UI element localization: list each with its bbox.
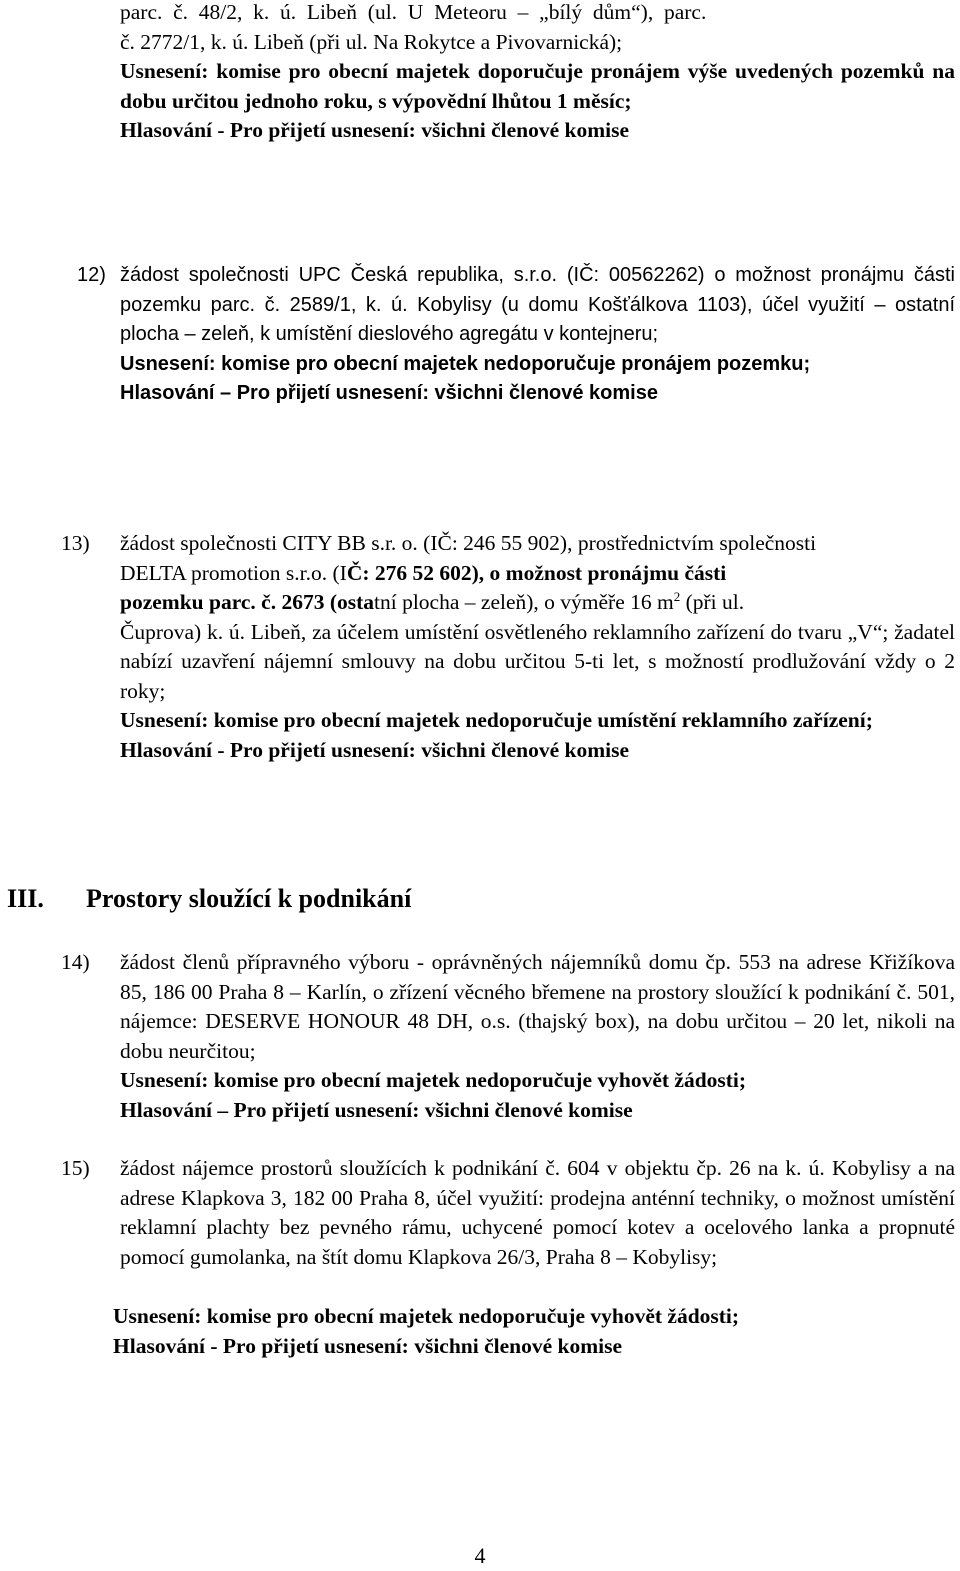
- item-13-vote: Hlasování - Pro přijetí usnesení: všichni členové komise: [120, 737, 630, 762]
- item-14-text: žádost členů přípravného výboru - oprávněných nájemníků domu čp. 553 na adrese Křižíkova 85, 186 00 Praha 8 – Karlín, o zřízení věcného břemene na prostory sloužící k podnikání č. 501, nájemce: DESERVE HONOUR 48 DH, o.s. (thajský box), na dobu určitou – 20 let, nikoli na dobu neurčitou;: [120, 950, 955, 1063]
- top-resolution: Usnesení: komise pro obecní majetek doporučuje pronájem výše uvedených pozemků na dobu určitou jednoho roku, s výpovědní lhůtou 1 měsíc;: [120, 59, 955, 113]
- page-number: 4: [474, 1543, 486, 1568]
- item-12-number: 12): [77, 264, 106, 286]
- item-13-text: Čuprova) k. ú. Libeň, za účelem umístění osvětleného reklamního zařízení do tvaru „V“; žadatel nabízí uzavření nájemní smlouvy na dobu určitou 5-ti let, s možností prodlužování vždy o 2 roky;: [120, 619, 955, 703]
- item-12-vote: Hlasování – Pro přijetí usnesení: všichni členové komise: [120, 382, 658, 404]
- item-14-vote: Hlasování – Pro přijetí usnesení: všichni členové komise: [120, 1097, 633, 1122]
- item-13-superscript: 2: [673, 588, 681, 604]
- top-continuation: [120, 0, 955, 146]
- item-13-line-3c: (při ul.: [680, 590, 745, 614]
- item-13-line-1: žádost společnosti CITY BB s.r. o. (IČ: 246 55 902), prostřednictvím společnosti: [120, 531, 817, 555]
- item-15-vote: Hlasování - Pro přijetí usnesení: všichni členové komise: [113, 1334, 623, 1358]
- top-vote: Hlasování - Pro přijetí usnesení: všichni členové komise: [120, 118, 630, 142]
- item-13-line-3a: pozemku parc. č. 2673 (osta: [120, 590, 375, 614]
- item-13-line-2: [120, 559, 955, 589]
- item-13-resolution: Usnesení: komise pro obecní majetek nedoporučuje umístění reklamního zařízení;: [120, 708, 873, 732]
- item-13: [120, 529, 955, 765]
- item-15-number: 15): [61, 1156, 90, 1180]
- item-15-resolution: Usnesení: komise pro obecní majetek nedoporučuje vyhovět žádosti;: [113, 1304, 740, 1328]
- item-14-number: 14): [61, 950, 90, 974]
- item-12-resolution: Usnesení: komise pro obecní majetek nedoporučuje pronájem pozemku;: [120, 352, 811, 375]
- item-13-line-3: [120, 588, 955, 618]
- top-line-2: č. 2772/1, k. ú. Libeň (při ul. Na Rokytce a Pivovarnická);: [120, 29, 623, 54]
- top-line-1: parc. č. 48/2, k. ú. Libeň (ul. U Meteoru – „bílý dům“), parc.: [120, 0, 707, 24]
- item-13-number: 13): [61, 531, 90, 555]
- item-13-line-2b: Č: 276 52 602), o možnost pronájmu části: [346, 560, 727, 585]
- item-12-text: žádost společnosti UPC Česká republika, s.r.o. (IČ: 00562262) o možnost pronájmu části pozemku parc. č. 2589/1, k. ú. Kobylisy (u domu Košťálkova 1103), účel využití – ostatní plocha – zeleň, k umístění dieslového agregátu v kontejneru;: [120, 264, 955, 345]
- item-15: [120, 1154, 955, 1272]
- item-12: [120, 261, 955, 409]
- item-13-line-2a: DELTA promotion s.r.o. (I: [120, 560, 347, 585]
- item-15-text: žádost nájemce prostorů sloužících k podnikání č. 604 v objektu čp. 26 na k. ú. Kobylisy a na adrese Klapkova 3, 182 00 Praha 8, účel využití: prodejna anténní techniky, o možnost umístění reklamní plachty bez pevného rámu, uchycené pomocí kotev a ocelového lanka a propnuté pomocí gumolanka, na štít domu Klapkova 26/3, Praha 8 – Kobylisy;: [120, 1156, 955, 1269]
- section-numeral: III.: [7, 884, 44, 913]
- item-14: [120, 948, 955, 1125]
- item-13-line-3b: tní plocha – zeleň), o výměře 16 m: [374, 590, 674, 614]
- section-title: Prostory sloužící k podnikání: [86, 884, 412, 913]
- item-14-resolution: Usnesení: komise pro obecní majetek nedoporučuje vyhovět žádosti;: [120, 1068, 747, 1092]
